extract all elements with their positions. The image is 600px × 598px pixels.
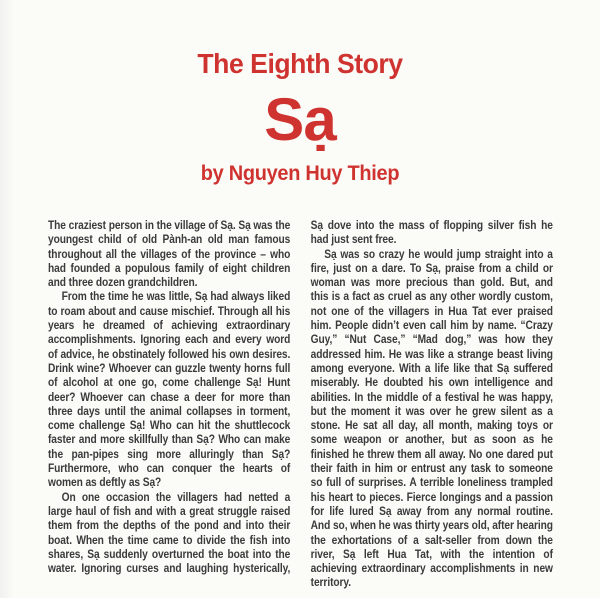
paragraph: Sạ was so crazy he would jump straight into a fire, just on a dare. To Sạ, praise from a child or woman was more precious than gold. But, and this is a fact as cruel as any other wordly custom, not one of the villagers in Hua Tat ever praised him. People didn’t even call him by name. “Crazy Guy,” “Nut Case,” “Mad dog,” was how they addressed him. He was like a strange beast living among everyone. With a life like that Sạ suffered miserably. He doubted his own intelligence and abilities. In the middle of a festival he was happy, but the moment it was over he grew silent as a stone. He sat all day, all month, making toys or some weapon or another, but as soon as he finished he threw them all away. No one dared put their faith in him or entrust any task to someone so full of surprises. A terrible loneliness trampled his heart to pieces. Fierce longings and a passion for life lured Sạ away from any normal routine. And so, when he was thirty years old, after hearing the exhortations of a salt-seller from down the river, Sạ left Hua Tat, with the intention of achieving extraordinary accomplishments in new territory. — [310, 246, 553, 590]
right-column — [311, 218, 553, 590]
paragraph: On one occasion the villagers had netted a large haul of fish and with a great struggle raised them from the depths of the pond and into their boat. When the time came to divide the fish into shares, Sạ suddenly overturned the boat into the water. Ignoring curses and laughing hysterically, — [48, 489, 291, 576]
two-column-text — [48, 218, 554, 590]
story-byline: by Nguyen Huy Thiep — [200, 162, 400, 185]
paragraph: The craziest person in the village of Sạ. Sạ was the youngest child of old Pành-an old man famous throughout all the villages of the province – who had founded a populous family of eight children and three dozen grandchildren. — [48, 218, 291, 290]
paragraph: Sạ dove into the mass of flopping silver fish he had just sent free. — [310, 218, 553, 247]
story-series-title: The Eighth Story — [197, 48, 403, 79]
story-header — [0, 0, 600, 184]
story-title: Sạ — [264, 86, 336, 153]
paragraph: From the time he was little, Sạ had always liked to roam about and cause mischief. Through all his years he dreamed of achieving extraordinary accomplishments. Ignoring each and every word of advice, he obstinately followed his own desires. Drink wine? Whoever can guzzle twenty horns full of alcohol at one go, come challenge Sạ! Hunt deer? Whoever can chase a deer for more than three days until the animal collapses in torment, come challenge Sạ! Who can hit the shuttlecock faster and more skillfully than Sạ? Who can make the pan-pipes sing more alluringly than Sạ? Furthermore, who can conquer the hearts of women as deftly as Sạ? — [48, 289, 291, 490]
left-column — [48, 218, 290, 590]
story-body — [48, 218, 554, 590]
